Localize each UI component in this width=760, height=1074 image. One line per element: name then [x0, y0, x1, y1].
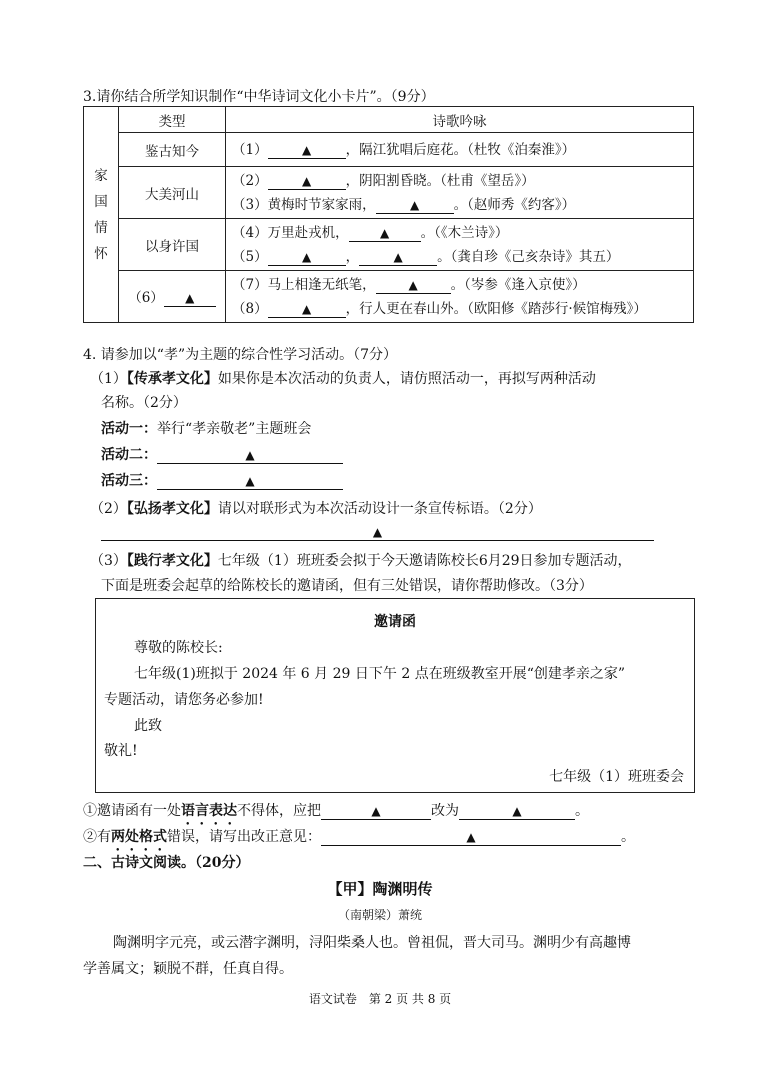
- triangle-icon: ▲: [301, 301, 312, 316]
- poem-cell: [226, 219, 694, 271]
- triangle-icon: ▲: [379, 225, 390, 240]
- line-text: ，: [345, 248, 360, 265]
- triangle-icon: ▲: [301, 142, 312, 157]
- line-text: 。（龚自珍《己亥杂诗》其五）: [437, 248, 620, 265]
- fix-text: 错误，请写出改正意见：: [167, 829, 321, 845]
- page-footer: 语文试卷 第 2 页 共 8 页: [308, 992, 452, 1006]
- activity-label: 活动二：: [101, 447, 157, 463]
- part-text: 如果你是本次活动的负责人，请仿照活动一，再拟写两种活动: [217, 371, 596, 387]
- fix-text: 改为: [431, 803, 459, 819]
- line-num: （4）: [232, 224, 268, 241]
- part-text: 请以对联形式为本次活动设计一条宣传标语。（2分）: [217, 501, 542, 517]
- poem-card-table: [83, 106, 694, 323]
- type-cell: [119, 271, 226, 323]
- line-num: （5）: [232, 248, 268, 265]
- fix-text: 不得体，应把: [237, 803, 321, 819]
- letter-close-1: 此致: [134, 718, 162, 734]
- col-type-header: 类型: [119, 107, 226, 133]
- section2-heading: 二、古诗文阅读。（20分）: [83, 855, 250, 871]
- type-cell: 以身许国: [119, 219, 226, 271]
- triangle-icon: ▲: [409, 197, 420, 212]
- q4-part1-cont: 名称。（2分）: [101, 395, 187, 411]
- answer-blank[interactable]: [157, 448, 343, 464]
- fix-emph: 两处格式: [111, 829, 167, 845]
- line-num: （7）: [232, 276, 268, 293]
- triangle-icon: ▲: [245, 448, 255, 462]
- part-num: （2）: [90, 501, 127, 517]
- fix-text: ①邀请函有一处: [83, 803, 181, 819]
- triangle-icon: ▲: [185, 291, 195, 305]
- line-text: 。（岑参《逢入京使》）: [450, 276, 586, 293]
- part-tag: 【践行孝文化】: [126, 553, 218, 569]
- triangle-icon: ▲: [245, 474, 255, 488]
- activity-1: [101, 418, 311, 438]
- activity-3: [101, 470, 343, 490]
- triangle-icon: ▲: [512, 804, 522, 818]
- fix-1: [83, 800, 589, 828]
- poem-cell: [226, 271, 694, 323]
- passage-para-2: 学善属文；颖脱不群，任真自得。: [83, 961, 293, 977]
- group-char: 家: [94, 167, 108, 184]
- type-cell: 大美河山: [119, 167, 226, 219]
- type-cell: 鉴古知今: [119, 133, 226, 167]
- line-num: （2）: [232, 172, 268, 189]
- q4-part1: [90, 368, 596, 388]
- line-num: （8）: [232, 300, 268, 317]
- answer-blank[interactable]: [321, 830, 621, 846]
- fix-text: 。: [575, 803, 589, 819]
- letter-close-2: 敬礼!: [104, 743, 138, 759]
- slogan-line: [101, 524, 654, 541]
- group-char: 国: [94, 193, 108, 210]
- triangle-icon: ▲: [371, 804, 381, 818]
- answer-blank[interactable]: [376, 278, 451, 294]
- triangle-icon: ▲: [301, 173, 312, 188]
- q4-part3-cont: 下面是班委会起草的给陈校长的邀请函，但有三处错误，请你帮助修改。（3分）: [101, 578, 593, 594]
- answer-blank[interactable]: [459, 804, 575, 820]
- part-num: （1）: [90, 371, 127, 387]
- line-text: 黄梅时节家家雨，: [267, 196, 376, 213]
- triangle-icon: ▲: [393, 249, 403, 264]
- answer-blank[interactable]: [268, 143, 346, 159]
- letter-salutation: 尊敬的陈校长:: [134, 640, 223, 656]
- passage-title: 【甲】陶渊明传: [327, 880, 433, 898]
- part-tag: 【传承孝文化】: [126, 371, 218, 387]
- letter-body-2: 专题活动，请您务必参加!: [104, 692, 264, 708]
- answer-blank[interactable]: [349, 226, 421, 242]
- passage-para-1: 陶渊明字元亮，或云潜字渊明，浔阳柴桑人也。曾祖侃，晋大司马。渊明少有高趣博: [113, 935, 631, 951]
- answer-blank[interactable]: [376, 198, 454, 214]
- line-text: 。（赵师秀《约客》）: [453, 196, 576, 213]
- q4-part3: [90, 550, 632, 570]
- line-num: （1）: [232, 141, 268, 158]
- triangle-icon: ▲: [466, 830, 476, 844]
- line-text: ，行人更在春山外。（欧阳修《踏莎行·候馆梅残》）: [345, 300, 647, 317]
- line-text: ，隔江犹唱后庭花。（杜牧《泊秦淮》）: [345, 141, 576, 158]
- part-num: （3）: [90, 553, 127, 569]
- letter-body-1: 七年级(1)班拟于 2024 年 6 月 29 日下午 2 点在班级教室开展“创建孝亲之家”: [134, 666, 626, 682]
- answer-blank[interactable]: [101, 525, 654, 541]
- line-text: 万里赴戎机，: [267, 224, 349, 241]
- part-tag: 【弘扬孝文化】: [126, 501, 218, 517]
- letter-signature: 七年级（1）班班委会: [549, 769, 684, 785]
- letter-title: 邀请函: [374, 614, 416, 630]
- q3-heading: 3.请你结合所学知识制作“中华诗词文化小卡片”。（9分）: [83, 89, 435, 105]
- poem-cell: [226, 167, 694, 219]
- fix-text: 。: [621, 829, 635, 845]
- fix-text: ②有: [83, 829, 111, 845]
- type-num: （6）: [128, 290, 164, 306]
- col-poem-header: 诗歌吟咏: [226, 107, 694, 133]
- group-cell: [84, 107, 119, 323]
- activity-2: [101, 444, 343, 464]
- group-char: 怀: [94, 245, 108, 262]
- group-char: 情: [94, 219, 108, 236]
- triangle-icon: ▲: [301, 249, 312, 264]
- line-text: 。（《木兰诗》）: [420, 224, 509, 241]
- line-text: 马上相逢无纸笔，: [267, 276, 376, 293]
- answer-blank[interactable]: [157, 474, 343, 490]
- line-num: （3）: [232, 196, 268, 213]
- fix-emph: 语言表达: [181, 803, 237, 819]
- answer-blank[interactable]: [268, 174, 346, 190]
- part-text: 七年级（1）班班委会拟于今天邀请陈校长6月29日参加专题活动，: [217, 553, 632, 569]
- q4-part2: [90, 498, 542, 518]
- answer-blank[interactable]: [268, 302, 346, 318]
- triangle-icon: ▲: [408, 277, 418, 292]
- answer-blank[interactable]: [359, 250, 437, 266]
- answer-blank[interactable]: [268, 250, 346, 266]
- activity-label: 活动三：: [101, 473, 157, 489]
- q4-heading: 4. 请参加以“孝”为主题的综合性学习活动。（7分）: [83, 347, 398, 363]
- invitation-letter-box: [95, 598, 695, 793]
- passage-author: （南朝梁）萧统: [337, 908, 422, 922]
- triangle-icon: ▲: [372, 525, 383, 539]
- answer-blank[interactable]: [321, 804, 431, 820]
- poem-cell: [226, 133, 694, 167]
- answer-blank[interactable]: [164, 291, 216, 307]
- fix-2: [83, 826, 635, 854]
- activity-label: 活动一：: [101, 421, 157, 437]
- line-text: ，阴阳割昏晓。（杜甫《望岳》）: [345, 172, 535, 189]
- activity-text: 举行“孝亲敬老”主题班会: [157, 421, 312, 437]
